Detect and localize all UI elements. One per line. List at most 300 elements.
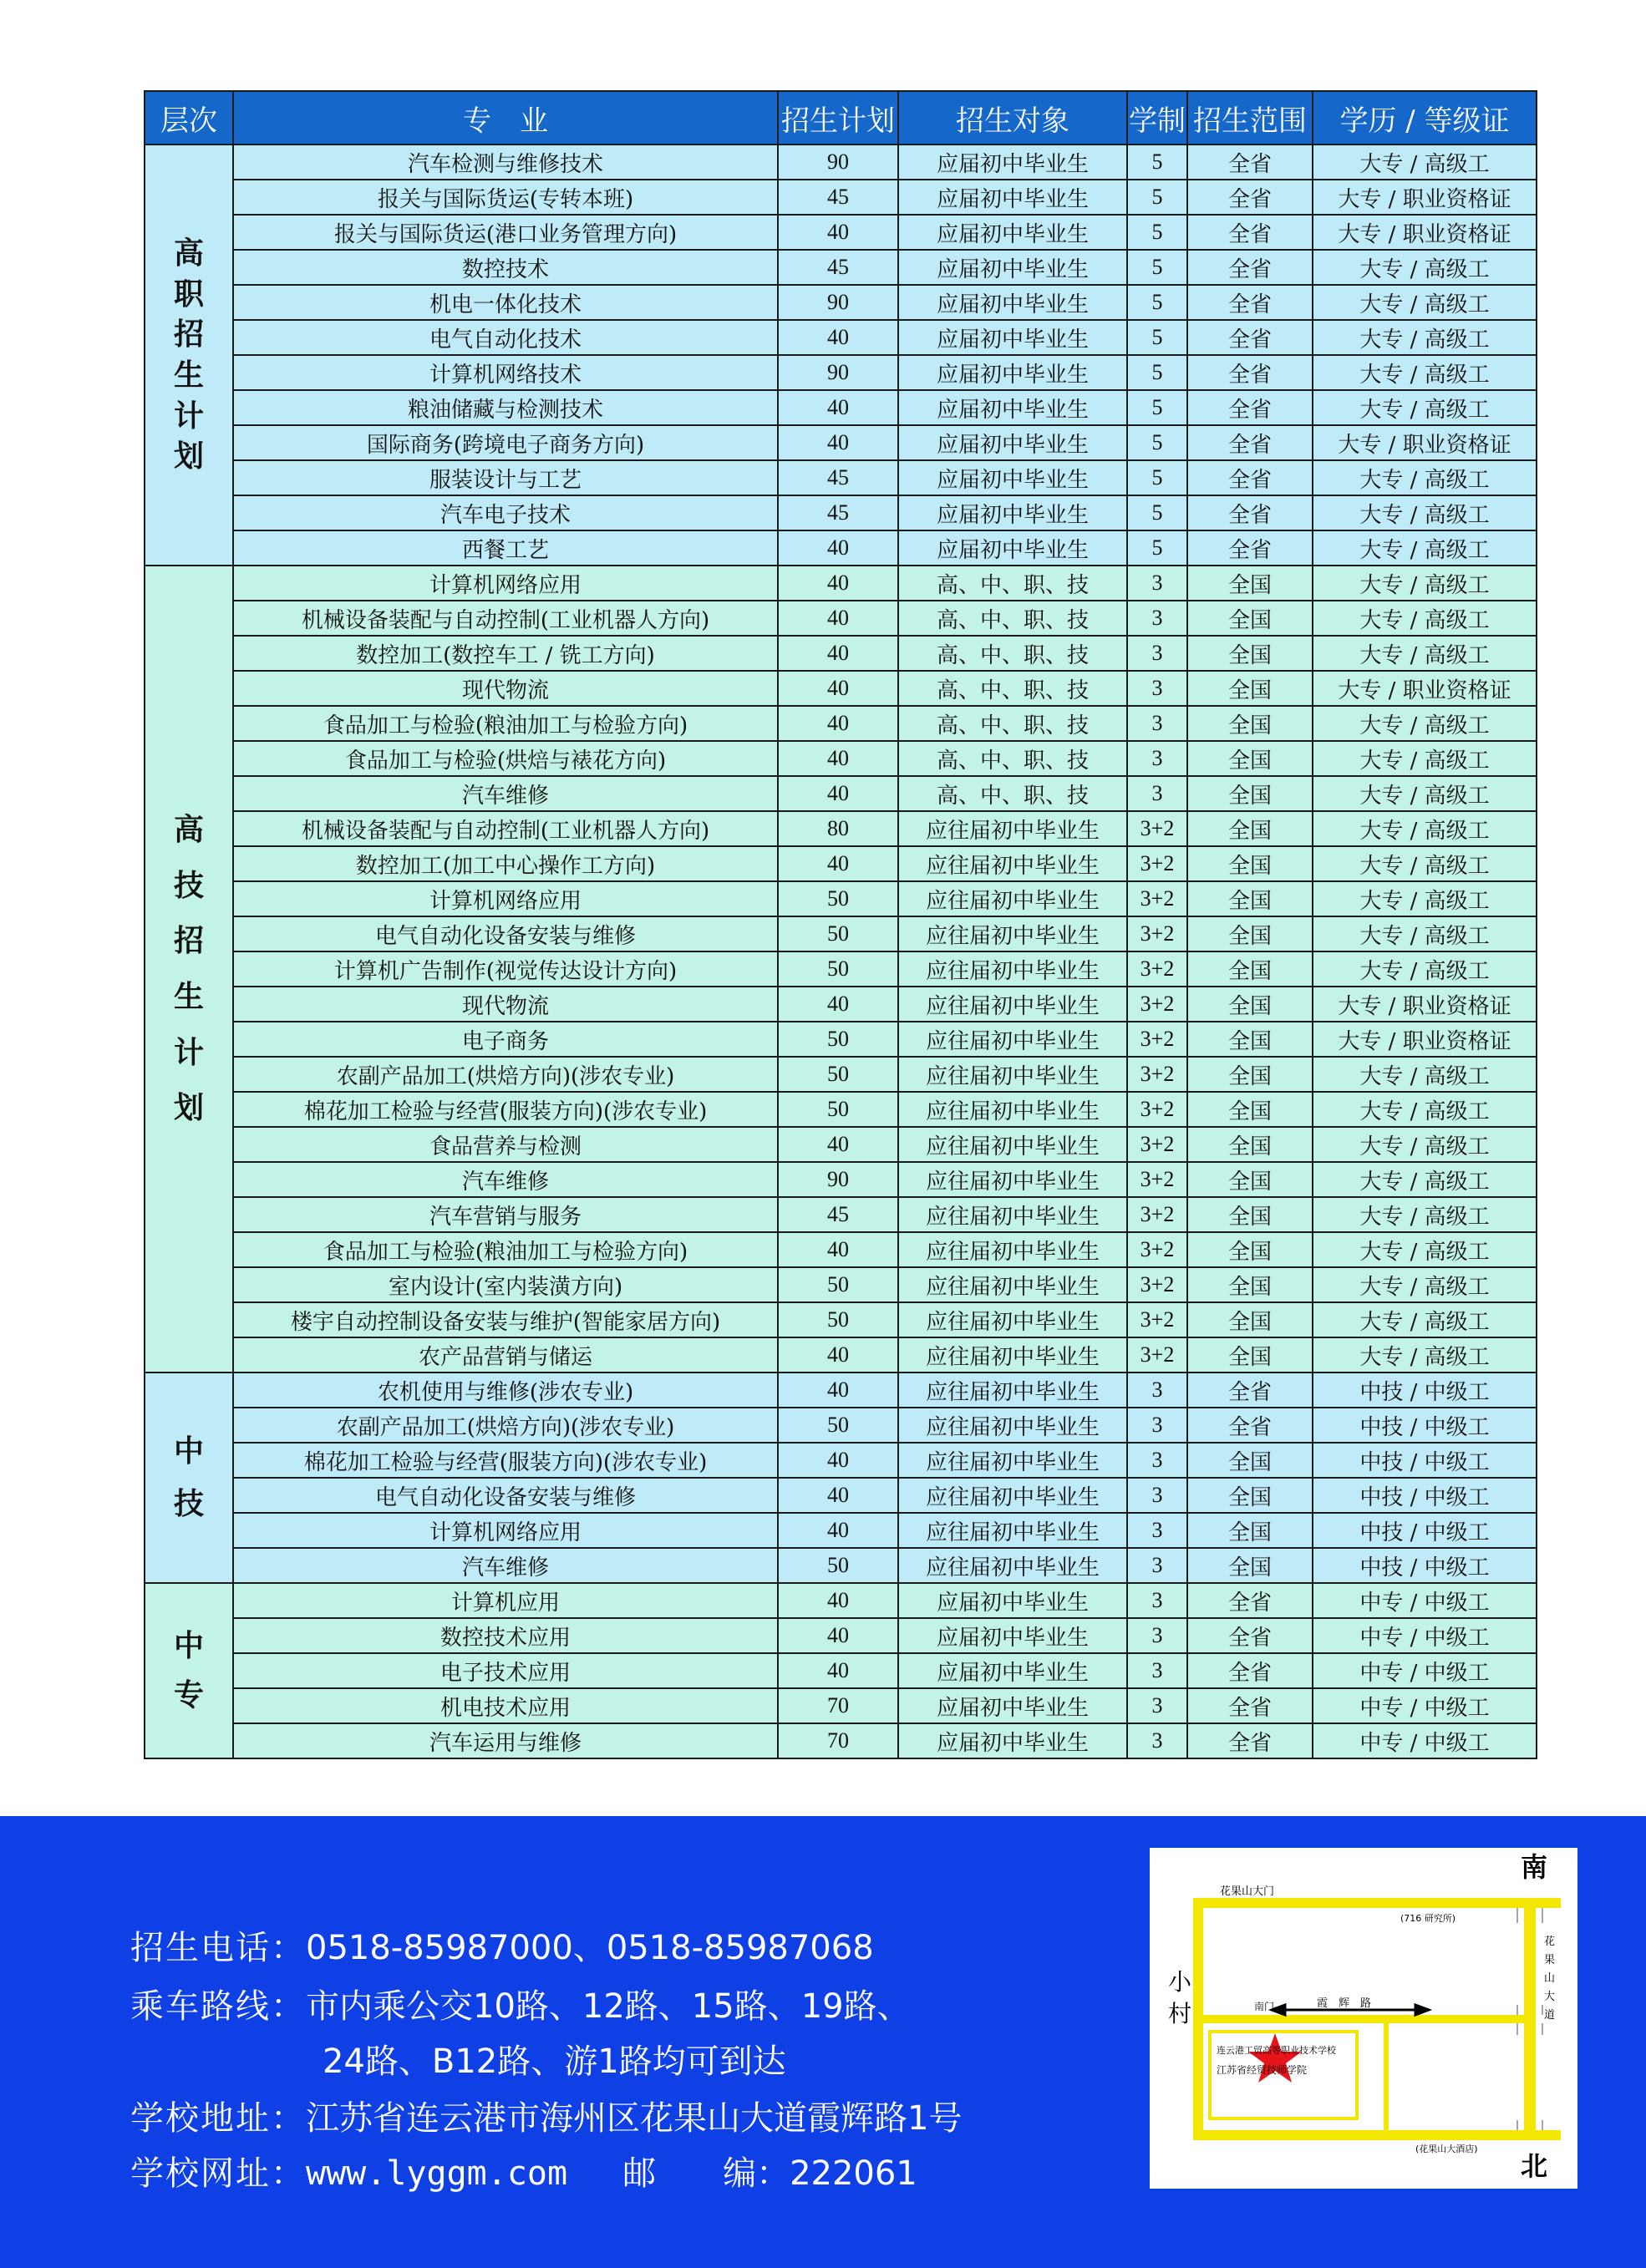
major-cell: 电子商务 (233, 1022, 778, 1057)
map-school-name-1: 连云港工贸高等职业技术学校 (1217, 2045, 1336, 2056)
quota-cell: 40 (778, 1337, 898, 1372)
major-cell: 室内设计(室内装潢方向) (233, 1267, 778, 1302)
certificate-cell: 大专 / 高级工 (1313, 285, 1537, 320)
header-duration: 学制 (1127, 91, 1187, 145)
quota-cell: 45 (778, 180, 898, 215)
quota-cell: 40 (778, 1232, 898, 1267)
duration-cell: 3+2 (1127, 1162, 1187, 1197)
certificate-cell: 中技 / 中级工 (1313, 1372, 1537, 1408)
header-quota: 招生计划 (778, 91, 898, 145)
certificate-cell: 中技 / 中级工 (1313, 1478, 1537, 1513)
certificate-cell: 大专 / 高级工 (1313, 951, 1537, 987)
scope-cell: 全国 (1187, 566, 1313, 601)
major-cell: 计算机网络应用 (233, 881, 778, 916)
major-cell: 西餐工艺 (233, 530, 778, 566)
certificate-cell: 大专 / 高级工 (1313, 636, 1537, 671)
duration-cell: 5 (1127, 285, 1187, 320)
major-cell: 数控技术 (233, 250, 778, 285)
certificate-cell: 大专 / 高级工 (1313, 145, 1537, 180)
major-cell: 机电技术应用 (233, 1688, 778, 1723)
level-cell (145, 1583, 233, 1758)
scope-cell: 全省 (1187, 1583, 1313, 1618)
table-row (145, 215, 1537, 250)
target-cell: 应往届初中毕业生 (898, 951, 1127, 987)
enrollment-table-wrapper (144, 90, 1536, 1759)
table-row (145, 1408, 1537, 1443)
scope-cell: 全国 (1187, 741, 1313, 776)
certificate-cell: 中专 / 中级工 (1313, 1583, 1537, 1618)
target-cell: 应届初中毕业生 (898, 180, 1127, 215)
duration-cell: 5 (1127, 495, 1187, 530)
major-cell: 机械设备装配与自动控制(工业机器人方向) (233, 601, 778, 636)
target-cell: 应届初中毕业生 (898, 145, 1127, 180)
level-char: 划 (173, 439, 204, 474)
duration-cell: 5 (1127, 180, 1187, 215)
scope-cell: 全国 (1187, 1197, 1313, 1232)
map-village-label: 小 (1168, 1968, 1192, 1996)
duration-cell: 3 (1127, 1618, 1187, 1653)
level-char: 专 (173, 1677, 204, 1712)
scope-cell: 全国 (1187, 916, 1313, 951)
level-cell (145, 566, 233, 1372)
scope-cell: 全国 (1187, 776, 1313, 811)
target-cell: 应往届初中毕业生 (898, 1232, 1127, 1267)
scope-cell: 全国 (1187, 1337, 1313, 1372)
table-row (145, 425, 1537, 460)
scope-cell: 全国 (1187, 706, 1313, 741)
scope-cell: 全省 (1187, 145, 1313, 180)
quota-cell: 70 (778, 1723, 898, 1758)
target-cell: 应届初中毕业生 (898, 495, 1127, 530)
scope-cell: 全国 (1187, 987, 1313, 1022)
duration-cell: 3 (1127, 776, 1187, 811)
table-row (145, 1267, 1537, 1302)
route-line-2 (323, 2035, 786, 2083)
route-line (130, 1980, 911, 2027)
scope-cell: 全省 (1187, 530, 1313, 566)
header-certificate: 学历 / 等级证 (1313, 91, 1537, 145)
map-huaguoshan-road-label: 大 (1544, 1991, 1556, 2003)
scope-cell: 全省 (1187, 285, 1313, 320)
target-cell: 应届初中毕业生 (898, 1653, 1127, 1688)
certificate-cell: 中专 / 中级工 (1313, 1653, 1537, 1688)
table-row (145, 285, 1537, 320)
target-cell: 应届初中毕业生 (898, 530, 1127, 566)
duration-cell: 3 (1127, 741, 1187, 776)
quota-cell: 40 (778, 846, 898, 881)
certificate-cell: 大专 / 高级工 (1313, 741, 1537, 776)
certificate-cell: 大专 / 高级工 (1313, 1197, 1537, 1232)
table-row (145, 741, 1537, 776)
target-cell: 应届初中毕业生 (898, 1723, 1127, 1758)
enrollment-plan-table (144, 90, 1537, 1759)
certificate-cell: 大专 / 高级工 (1313, 1057, 1537, 1092)
certificate-cell: 大专 / 高级工 (1313, 916, 1537, 951)
level-char: 职 (173, 276, 204, 312)
scope-cell: 全国 (1187, 1057, 1313, 1092)
table-row (145, 1478, 1537, 1513)
table-row (145, 460, 1537, 495)
table-body (145, 145, 1537, 1758)
scope-cell: 全省 (1187, 425, 1313, 460)
certificate-cell: 中技 / 中级工 (1313, 1513, 1537, 1548)
target-cell: 应往届初中毕业生 (898, 1548, 1127, 1583)
certificate-cell: 大专 / 高级工 (1313, 250, 1537, 285)
scope-cell: 全国 (1187, 601, 1313, 636)
table-row (145, 1443, 1537, 1478)
scope-cell: 全省 (1187, 495, 1313, 530)
duration-cell: 3 (1127, 1408, 1187, 1443)
scope-cell: 全国 (1187, 846, 1313, 881)
quota-cell: 40 (778, 741, 898, 776)
scope-cell: 全省 (1187, 1618, 1313, 1653)
target-cell: 应往届初中毕业生 (898, 846, 1127, 881)
certificate-cell: 大专 / 职业资格证 (1313, 671, 1537, 706)
scope-cell: 全国 (1187, 1092, 1313, 1127)
table-row (145, 530, 1537, 566)
certificate-cell: 大专 / 高级工 (1313, 390, 1537, 425)
scope-cell: 全国 (1187, 951, 1313, 987)
quota-cell: 45 (778, 495, 898, 530)
table-row (145, 916, 1537, 951)
duration-cell: 3+2 (1127, 1337, 1187, 1372)
major-cell: 棉花加工检验与经营(服装方向)(涉农专业) (233, 1092, 778, 1127)
quota-cell: 40 (778, 1372, 898, 1408)
major-cell: 食品加工与检验(粮油加工与检验方向) (233, 706, 778, 741)
quota-cell: 50 (778, 1302, 898, 1337)
duration-cell: 3+2 (1127, 1022, 1187, 1057)
map-huaguoshan-road-label: 道 (1544, 2009, 1556, 2022)
header-scope: 招生范围 (1187, 91, 1313, 145)
certificate-cell: 大专 / 职业资格证 (1313, 987, 1537, 1022)
duration-cell: 5 (1127, 460, 1187, 495)
major-cell: 粮油储藏与检测技术 (233, 390, 778, 425)
map-institute: (716 研究所) (1400, 1913, 1456, 1924)
certificate-cell: 中专 / 中级工 (1313, 1688, 1537, 1723)
certificate-cell: 大专 / 高级工 (1313, 846, 1537, 881)
map-south-gate: 南门 (1254, 2001, 1275, 2012)
map-huaguoshan-gate: 花果山大门 (1220, 1885, 1275, 1898)
target-cell: 应往届初中毕业生 (898, 1337, 1127, 1372)
target-cell: 应往届初中毕业生 (898, 1302, 1127, 1337)
target-cell: 应届初中毕业生 (898, 425, 1127, 460)
quota-cell: 50 (778, 951, 898, 987)
target-cell: 应届初中毕业生 (898, 460, 1127, 495)
certificate-cell: 大专 / 高级工 (1313, 776, 1537, 811)
certificate-cell: 中专 / 中级工 (1313, 1723, 1537, 1758)
scope-cell: 全省 (1187, 390, 1313, 425)
level-char: 生 (173, 358, 204, 393)
target-cell: 应往届初中毕业生 (898, 916, 1127, 951)
scope-cell: 全省 (1187, 180, 1313, 215)
quota-cell: 40 (778, 601, 898, 636)
quota-cell: 40 (778, 1653, 898, 1688)
scope-cell: 全国 (1187, 1548, 1313, 1583)
level-char: 划 (173, 1090, 204, 1126)
duration-cell: 3+2 (1127, 987, 1187, 1022)
target-cell: 高、中、职、技 (898, 706, 1127, 741)
scope-cell: 全国 (1187, 881, 1313, 916)
table-row (145, 390, 1537, 425)
target-cell: 应往届初中毕业生 (898, 1513, 1127, 1548)
quota-cell: 45 (778, 460, 898, 495)
target-cell: 应往届初中毕业生 (898, 1443, 1127, 1478)
scope-cell: 全国 (1187, 1478, 1313, 1513)
scope-cell: 全省 (1187, 1372, 1313, 1408)
duration-cell: 3 (1127, 566, 1187, 601)
table-row (145, 1723, 1537, 1758)
scope-cell: 全省 (1187, 320, 1313, 355)
table-row (145, 636, 1537, 671)
quota-cell: 50 (778, 1022, 898, 1057)
table-row (145, 320, 1537, 355)
major-cell: 机电一体化技术 (233, 285, 778, 320)
level-char: 高 (173, 236, 204, 271)
certificate-cell: 中技 / 中级工 (1313, 1408, 1537, 1443)
target-cell: 应往届初中毕业生 (898, 1478, 1127, 1513)
location-map (1150, 1848, 1577, 2189)
level-char: 技 (173, 1486, 204, 1521)
duration-cell: 3+2 (1127, 811, 1187, 846)
certificate-cell: 大专 / 高级工 (1313, 1127, 1537, 1162)
table-row (145, 881, 1537, 916)
duration-cell: 3 (1127, 636, 1187, 671)
target-cell: 应往届初中毕业生 (898, 811, 1127, 846)
certificate-cell: 大专 / 高级工 (1313, 566, 1537, 601)
certificate-cell: 大专 / 高级工 (1313, 1162, 1537, 1197)
major-cell: 电气自动化设备安装与维修 (233, 1478, 778, 1513)
certificate-cell: 大专 / 高级工 (1313, 530, 1537, 566)
certificate-cell: 大专 / 职业资格证 (1313, 425, 1537, 460)
table-row (145, 180, 1537, 215)
certificate-cell: 大专 / 高级工 (1313, 1092, 1537, 1127)
major-cell: 计算机网络技术 (233, 355, 778, 390)
quota-cell: 45 (778, 250, 898, 285)
major-cell: 数控加工(加工中心操作工方向) (233, 846, 778, 881)
map-school-name-2: 江苏省经贸技师学院 (1217, 2064, 1308, 2076)
quota-cell: 50 (778, 916, 898, 951)
table-row (145, 811, 1537, 846)
major-cell: 计算机网络应用 (233, 566, 778, 601)
table-row (145, 951, 1537, 987)
quota-cell: 50 (778, 1267, 898, 1302)
quota-cell: 40 (778, 320, 898, 355)
major-cell: 食品加工与检验(烘焙与裱花方向) (233, 741, 778, 776)
certificate-cell: 大专 / 职业资格证 (1313, 215, 1537, 250)
certificate-cell: 大专 / 高级工 (1313, 495, 1537, 530)
duration-cell: 3 (1127, 1723, 1187, 1758)
major-cell: 现代物流 (233, 987, 778, 1022)
duration-cell: 3 (1127, 706, 1187, 741)
quota-cell: 40 (778, 215, 898, 250)
major-cell: 汽车营销与服务 (233, 1197, 778, 1232)
target-cell: 高、中、职、技 (898, 601, 1127, 636)
scope-cell: 全国 (1187, 1513, 1313, 1548)
quota-cell: 80 (778, 811, 898, 846)
quota-cell: 40 (778, 566, 898, 601)
level-char: 技 (173, 867, 204, 903)
table-row (145, 1022, 1537, 1057)
major-cell: 报关与国际货运(港口业务管理方向) (233, 215, 778, 250)
postcode-value: 222061 (790, 2154, 917, 2193)
duration-cell: 5 (1127, 145, 1187, 180)
certificate-cell: 大专 / 职业资格证 (1313, 1022, 1537, 1057)
quota-cell: 50 (778, 1548, 898, 1583)
table-row (145, 1232, 1537, 1267)
major-cell: 棉花加工检验与经营(服装方向)(涉农专业) (233, 1443, 778, 1478)
table-row (145, 355, 1537, 390)
table-row (145, 776, 1537, 811)
table-row (145, 706, 1537, 741)
quota-cell: 90 (778, 145, 898, 180)
major-cell: 食品加工与检验(粮油加工与检验方向) (233, 1232, 778, 1267)
major-cell: 汽车电子技术 (233, 495, 778, 530)
duration-cell: 5 (1127, 320, 1187, 355)
header-target: 招生对象 (898, 91, 1127, 145)
level-cell (145, 1372, 233, 1583)
certificate-cell: 大专 / 高级工 (1313, 1337, 1537, 1372)
website-line (130, 2147, 917, 2194)
duration-cell: 3 (1127, 601, 1187, 636)
route-label: 乘车路线： (130, 1987, 306, 2026)
quota-cell: 45 (778, 1197, 898, 1232)
duration-cell: 3+2 (1127, 846, 1187, 881)
target-cell: 应往届初中毕业生 (898, 1162, 1127, 1197)
quota-cell: 40 (778, 530, 898, 566)
target-cell: 高、中、职、技 (898, 636, 1127, 671)
duration-cell: 5 (1127, 530, 1187, 566)
major-cell: 计算机广告制作(视觉传达设计方向) (233, 951, 778, 987)
major-cell: 汽车维修 (233, 1548, 778, 1583)
major-cell: 电气自动化技术 (233, 320, 778, 355)
quota-cell: 40 (778, 1127, 898, 1162)
scope-cell: 全国 (1187, 1267, 1313, 1302)
major-cell: 计算机网络应用 (233, 1513, 778, 1548)
target-cell: 应往届初中毕业生 (898, 1372, 1127, 1408)
certificate-cell: 大专 / 高级工 (1313, 355, 1537, 390)
route-value-2: 24路、B12路、游1路均可到达 (323, 2042, 786, 2081)
target-cell: 应往届初中毕业生 (898, 1197, 1127, 1232)
duration-cell: 3+2 (1127, 1057, 1187, 1092)
certificate-cell: 大专 / 高级工 (1313, 320, 1537, 355)
map-roads (1193, 1898, 1561, 2140)
major-cell: 数控技术应用 (233, 1618, 778, 1653)
duration-cell: 3+2 (1127, 1197, 1187, 1232)
major-cell: 计算机应用 (233, 1583, 778, 1618)
scope-cell: 全国 (1187, 636, 1313, 671)
duration-cell: 5 (1127, 250, 1187, 285)
major-cell: 现代物流 (233, 671, 778, 706)
quota-cell: 50 (778, 1408, 898, 1443)
scope-cell: 全省 (1187, 1723, 1313, 1758)
certificate-cell: 大专 / 高级工 (1313, 460, 1537, 495)
duration-cell: 3+2 (1127, 916, 1187, 951)
duration-cell: 3+2 (1127, 1232, 1187, 1267)
major-cell: 农副产品加工(烘焙方向)(涉农专业) (233, 1057, 778, 1092)
table-row (145, 987, 1537, 1022)
level-char: 中 (173, 1433, 204, 1469)
quota-cell: 40 (778, 987, 898, 1022)
target-cell: 应届初中毕业生 (898, 320, 1127, 355)
quota-cell: 50 (778, 1092, 898, 1127)
target-cell: 应往届初中毕业生 (898, 1127, 1127, 1162)
header-level: 层次 (145, 91, 233, 145)
certificate-cell: 大专 / 高级工 (1313, 881, 1537, 916)
header-major: 专 业 (233, 91, 778, 145)
duration-cell: 5 (1127, 425, 1187, 460)
certificate-cell: 大专 / 职业资格证 (1313, 180, 1537, 215)
table-row (145, 1162, 1537, 1197)
table-row (145, 1372, 1537, 1408)
map-north-label: 北 (1521, 2150, 1548, 2182)
quota-cell: 50 (778, 1057, 898, 1092)
target-cell: 应届初中毕业生 (898, 355, 1127, 390)
target-cell: 高、中、职、技 (898, 776, 1127, 811)
certificate-cell: 中技 / 中级工 (1313, 1443, 1537, 1478)
certificate-cell: 大专 / 高级工 (1313, 706, 1537, 741)
major-cell: 农产品营销与储运 (233, 1337, 778, 1372)
level-char: 计 (173, 398, 204, 434)
target-cell: 高、中、职、技 (898, 671, 1127, 706)
duration-cell: 5 (1127, 390, 1187, 425)
scope-cell: 全国 (1187, 1127, 1313, 1162)
map-hotel: (花果山大酒店) (1415, 2144, 1478, 2154)
quota-cell: 40 (778, 1618, 898, 1653)
address-label: 学校地址： (130, 2099, 306, 2138)
scope-cell: 全省 (1187, 215, 1313, 250)
major-cell: 汽车运用与维修 (233, 1723, 778, 1758)
quota-cell: 40 (778, 390, 898, 425)
quota-cell: 70 (778, 1688, 898, 1723)
target-cell: 高、中、职、技 (898, 566, 1127, 601)
map-huaguoshan-road-label: 果 (1544, 1954, 1556, 1966)
duration-cell: 3+2 (1127, 951, 1187, 987)
map-huaguoshan-road-label: 山 (1544, 1972, 1556, 1985)
major-cell: 国际商务(跨境电子商务方向) (233, 425, 778, 460)
duration-cell: 3 (1127, 1548, 1187, 1583)
quota-cell: 90 (778, 285, 898, 320)
phone-line (130, 1921, 874, 1969)
map-drawing (1150, 1848, 1577, 2189)
major-cell: 机械设备装配与自动控制(工业机器人方向) (233, 811, 778, 846)
duration-cell: 5 (1127, 215, 1187, 250)
level-char: 招 (173, 923, 204, 959)
website-value: www.lyggm.com (306, 2154, 568, 2193)
scope-cell: 全国 (1187, 811, 1313, 846)
target-cell: 应往届初中毕业生 (898, 987, 1127, 1022)
phone-label: 招生电话： (130, 1929, 306, 1967)
major-cell: 汽车维修 (233, 1162, 778, 1197)
duration-cell: 3 (1127, 1688, 1187, 1723)
major-cell: 电子技术应用 (233, 1653, 778, 1688)
level-char: 计 (173, 1034, 204, 1070)
table-row (145, 1618, 1537, 1653)
route-value-1: 市内乘公交10路、12路、15路、19路、 (306, 1987, 911, 2026)
table-row (145, 1092, 1537, 1127)
certificate-cell: 大专 / 高级工 (1313, 811, 1537, 846)
quota-cell: 40 (778, 706, 898, 741)
certificate-cell: 大专 / 高级工 (1313, 1232, 1537, 1267)
postcode-label: 邮 编： (622, 2154, 790, 2193)
table-row (145, 671, 1537, 706)
target-cell: 应往届初中毕业生 (898, 1267, 1127, 1302)
scope-cell: 全国 (1187, 1022, 1313, 1057)
scope-cell: 全省 (1187, 1408, 1313, 1443)
campus-side-road (1384, 2023, 1389, 2130)
duration-cell: 3 (1127, 1583, 1187, 1618)
major-cell: 农副产品加工(烘焙方向)(涉农专业) (233, 1408, 778, 1443)
level-char: 高 (173, 812, 204, 848)
